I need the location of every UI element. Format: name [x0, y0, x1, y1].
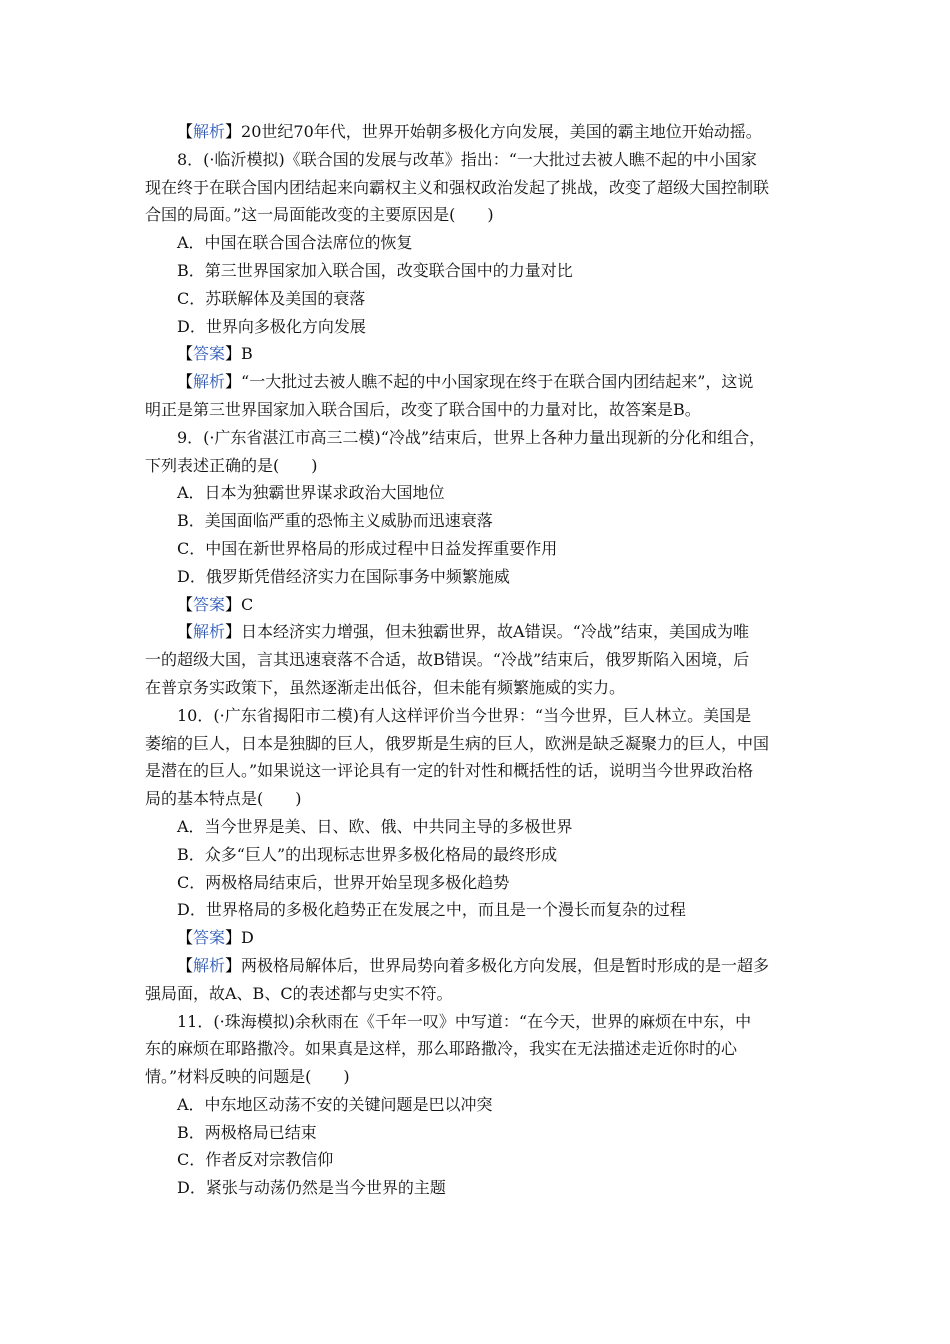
continuation-line: 合国的局面。”这一局面能改变的主要原因是( ): [145, 205, 494, 225]
answer-option: D．世界向多极化方向发展: [177, 316, 366, 336]
answer-label: 答案: [193, 928, 226, 948]
answer-option: B．众多“巨人”的出现标志世界多极化格局的最终形成: [177, 844, 558, 864]
analysis-line: [145, 618, 805, 646]
continuation-line: 明正是第三世界国家加入联合国后，改变了联合国中的力量对比，故答案是B。: [145, 399, 701, 419]
answer-option: B．美国面临严重的恐怖主义威胁而迅速衰落: [177, 511, 493, 531]
answer-label: 答案: [193, 344, 226, 364]
continuation-line: 强局面，故A、B、C的表述都与史实不符。: [145, 983, 453, 1003]
answer-option: C．中国在新世界格局的形成过程中日益发挥重要作用: [177, 538, 558, 558]
answer-line: [145, 591, 805, 619]
analysis-line: [145, 368, 805, 396]
analysis-label: 解析: [193, 372, 226, 392]
answer-option: C．两极格局结束后，世界开始呈现多极化趋势: [177, 872, 510, 892]
line-text: D: [241, 928, 254, 948]
answer-option: B．两极格局已结束: [177, 1122, 317, 1142]
answer-line: [145, 924, 805, 952]
analysis-label: 解析: [193, 622, 226, 642]
bracket-close: 】: [225, 928, 242, 948]
line-text: 20世纪70年代，世界开始朝多极化方向发展，美国的霸主地位开始动摇。: [241, 122, 762, 141]
line-text: B: [241, 344, 253, 364]
continuation-line: 一的超级大国，言其迅速衰落不合适，故B错误。“冷战”结束后，俄罗斯陷入困境，后: [145, 650, 750, 670]
continuation-line: 下列表述正确的是( ): [145, 455, 318, 475]
continuation-line: 现在终于在联合国内团结起来向霸权主义和强权政治发起了挑战，改变了超级大国控制联: [145, 177, 770, 197]
answer-option: B．第三世界国家加入联合国，改变联合国中的力量对比: [177, 260, 573, 280]
bracket-close: 】: [225, 372, 242, 392]
line-text: 日本经济实力增强，但未独霸世界，故A错误。“冷战”结束，美国成为唯: [241, 622, 749, 642]
answer-option: C．作者反对宗教信仰: [177, 1150, 334, 1170]
bracket-open: 【: [177, 622, 194, 642]
analysis-line: [145, 118, 805, 146]
analysis-label: 解析: [193, 122, 226, 141]
answer-option: D．紧张与动荡仍然是当今世界的主题: [177, 1178, 446, 1198]
bracket-close: 】: [225, 594, 242, 614]
continuation-line: 在普京务实政策下，虽然逐渐走出低谷，但未能有频繁施威的实力。: [145, 677, 626, 697]
answer-option: A．日本为独霸世界谋求政治大国地位: [177, 483, 445, 503]
bracket-open: 【: [177, 928, 194, 948]
bracket-close: 】: [225, 955, 242, 975]
continuation-line: 情。”材料反映的问题是( ): [145, 1067, 350, 1087]
line-text: C: [241, 594, 254, 614]
question-stem: 10．(·广东省揭阳市二模)有人这样评价当今世界：“当今世界，巨人林立。美国是: [177, 705, 752, 725]
continuation-line: 萎缩的巨人，日本是独脚的巨人，俄罗斯是生病的巨人，欧洲是缺乏凝聚力的巨人，中国: [145, 733, 770, 753]
bracket-open: 【: [177, 594, 194, 614]
question-stem: 9．(·广东省湛江市高三二模)“冷战”结束后，世界上各种力量出现新的分化和组合，: [177, 427, 766, 447]
bracket-open: 【: [177, 122, 194, 141]
answer-line: [145, 340, 805, 368]
answer-option: A．中国在联合国合法席位的恢复: [177, 233, 413, 253]
line-text: “一大批过去被人瞧不起的中小国家现在终于在联合国内团结起来”，这说: [241, 372, 754, 392]
continuation-line: 局的基本特点是( ): [145, 789, 302, 809]
line-text: 两极格局解体后，世界局势向着多极化方向发展，但是暂时形成的是一超多: [241, 955, 770, 975]
bracket-open: 【: [177, 344, 194, 364]
answer-option: D．世界格局的多极化趋势正在发展之中，而且是一个漫长而复杂的过程: [177, 900, 686, 920]
continuation-line: 是潜在的巨人。”如果说这一评论具有一定的针对性和概括性的话，说明当今世界政治格: [145, 761, 754, 781]
answer-label: 答案: [193, 594, 226, 614]
question-stem: 11．(·珠海模拟)余秋雨在《千年一叹》中写道：“在今天，世界的麻烦在中东，中: [177, 1011, 752, 1031]
answer-option: D．俄罗斯凭借经济实力在国际事务中频繁施威: [177, 566, 510, 586]
bracket-close: 】: [225, 622, 242, 642]
continuation-line: 东的麻烦在耶路撒冷。如果真是这样，那么耶路撒冷，我实在无法描述走近你时的心: [145, 1039, 738, 1059]
answer-option: A．中东地区动荡不安的关键问题是巴以冲突: [177, 1094, 493, 1114]
question-stem: 8．(·临沂模拟)《联合国的发展与改革》指出：“一大批过去被人瞧不起的中小国家: [177, 149, 757, 169]
document-body: [145, 118, 805, 1202]
analysis-line: [145, 952, 805, 980]
analysis-label: 解析: [193, 955, 226, 975]
answer-option: A．当今世界是美、日、欧、俄、中共同主导的多极世界: [177, 816, 573, 836]
bracket-close: 】: [225, 122, 242, 141]
bracket-open: 【: [177, 372, 194, 392]
bracket-open: 【: [177, 955, 194, 975]
bracket-close: 】: [225, 344, 242, 364]
answer-option: C．苏联解体及美国的衰落: [177, 288, 366, 308]
